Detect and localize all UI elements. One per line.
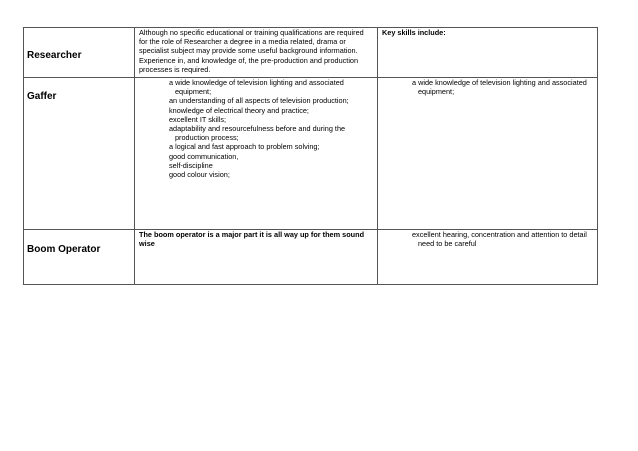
list-item xyxy=(139,96,373,105)
description-text: Although no specific educational or training qualifications are required for the role of Researcher a degree in a media related, drama or specialist subject may provide some useful background information. Experience in, and knowledge of, the pre-production and production processes is required. xyxy=(139,28,364,74)
list-item-text: a wide knowledge of television lighting and associated xyxy=(412,78,587,87)
gaffer-skill-list xyxy=(139,78,373,179)
list-item-continuation: production process; xyxy=(175,133,239,143)
gaffer-key-skills-list xyxy=(382,78,593,96)
table-row-researcher xyxy=(24,28,598,78)
list-item xyxy=(139,124,373,142)
role-description xyxy=(135,78,378,230)
list-item-text: good colour vision; xyxy=(169,170,230,180)
role-skills xyxy=(378,78,598,230)
role-skills xyxy=(378,230,598,285)
table-row-boom-operator xyxy=(24,230,598,285)
list-item xyxy=(139,106,373,115)
list-item-text: a logical and fast approach to problem solving; xyxy=(169,142,320,152)
role-skills xyxy=(378,28,598,78)
boom-key-skills-list xyxy=(382,230,593,248)
description-text: The boom operator is a major part it is all way up for them sound wise xyxy=(139,230,365,249)
list-item xyxy=(139,142,373,151)
list-item-continuation: equipment; xyxy=(175,87,212,97)
list-item xyxy=(139,161,373,170)
list-item-text: adaptability and resourcefulness before and during the xyxy=(169,124,346,134)
list-item-text: excellent hearing, concentration and attention to detail xyxy=(412,230,587,239)
role-name: Gaffer xyxy=(24,78,135,230)
list-item-continuation: equipment; xyxy=(418,87,455,97)
list-item-text: self-discipline xyxy=(169,160,213,170)
list-item-text: a wide knowledge of television lighting and associated xyxy=(169,78,344,87)
list-item-text: good communication, xyxy=(169,151,239,161)
skills-heading: Key skills include: xyxy=(382,28,446,37)
role-name: Boom Operator xyxy=(24,230,135,285)
list-item xyxy=(139,170,373,179)
role-description xyxy=(135,230,378,285)
role-name: Researcher xyxy=(24,28,135,78)
list-item-continuation: need to be careful xyxy=(418,239,477,249)
list-item-text: an understanding of all aspects of television production; xyxy=(169,96,349,106)
list-item-text: excellent IT skills; xyxy=(169,114,227,124)
list-item xyxy=(382,230,593,248)
list-item-text: knowledge of electrical theory and practice; xyxy=(169,105,309,115)
table-row-gaffer xyxy=(24,78,598,230)
list-item xyxy=(139,152,373,161)
list-item xyxy=(139,115,373,124)
role-description xyxy=(135,28,378,78)
list-item xyxy=(382,78,593,96)
roles-table xyxy=(23,27,598,285)
list-item xyxy=(139,78,373,96)
